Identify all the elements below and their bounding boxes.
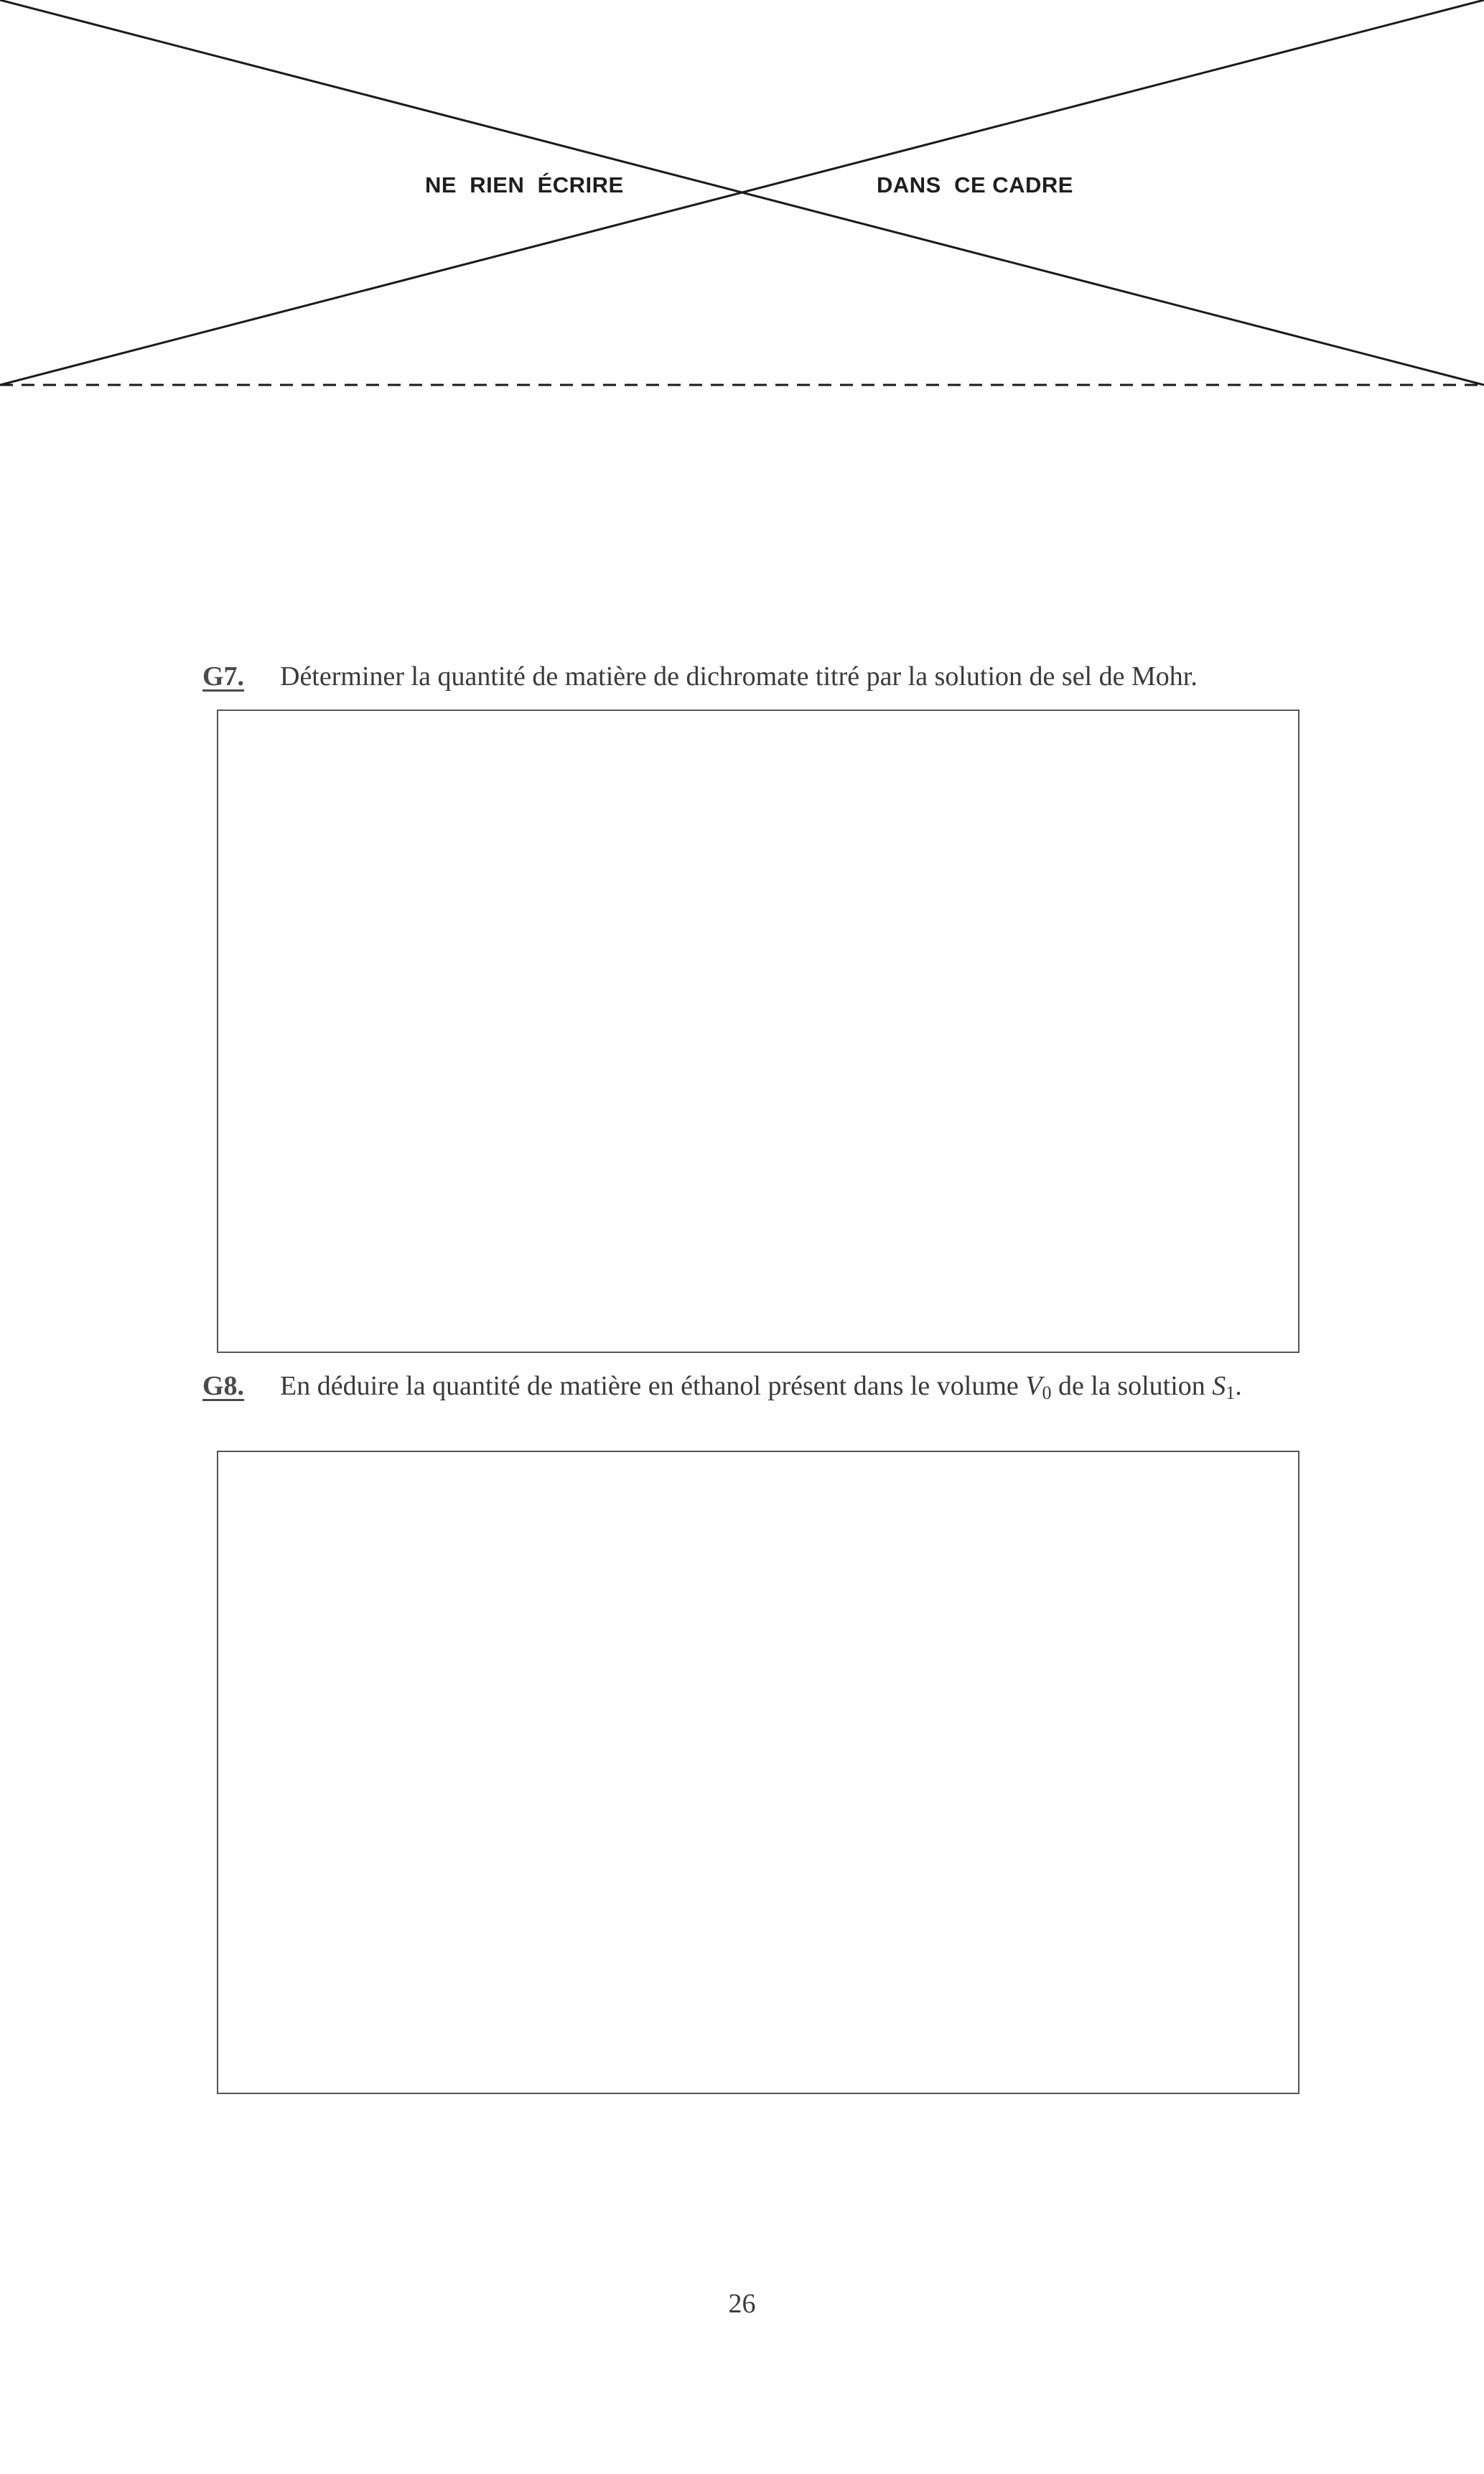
question-g7	[202, 659, 1301, 695]
question-number: G7.	[202, 661, 245, 692]
question-number: G8.	[202, 1371, 245, 1401]
answer-box-g7[interactable]	[217, 710, 1299, 1353]
header-text-right: DANS CE CADRE	[877, 172, 1073, 197]
question-text-part: .	[1235, 1371, 1242, 1401]
page-number: 26	[728, 2289, 756, 2319]
no-write-zone	[0, 0, 1484, 388]
cross-lines	[0, 0, 1484, 388]
answer-box-g8[interactable]	[217, 1451, 1299, 2094]
variable-v0: $V_0$	[1025, 1371, 1052, 1403]
question-text-part: de la solution	[1051, 1371, 1213, 1401]
variable-s1: $S_1$	[1212, 1371, 1236, 1403]
question-text	[280, 1369, 1301, 1403]
question-g8	[202, 1369, 1301, 1441]
header-text-left: NE RIEN ÉCRIRE	[425, 172, 624, 197]
question-text-part: En déduire la quantité de matière en éthanol présent dans le volume	[280, 1371, 1026, 1401]
question-text: Déterminer la quantité de matière de dichromate titré par la solution de sel de Mohr.	[280, 661, 1198, 692]
